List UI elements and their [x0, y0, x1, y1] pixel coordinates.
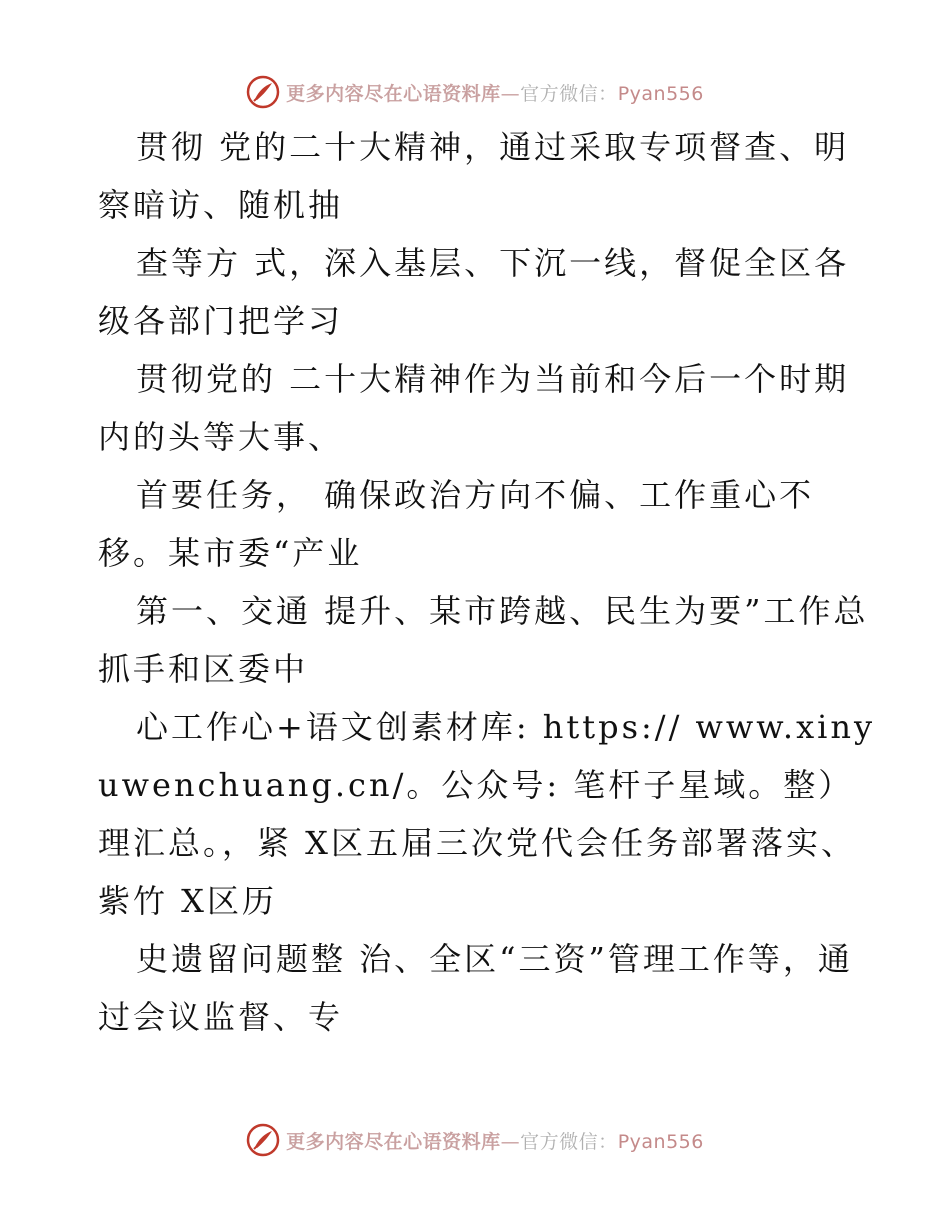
watermark-label: 官方微信：	[520, 82, 618, 105]
watermark-dash: —	[500, 1130, 521, 1153]
watermark-id: Pyan556	[617, 1130, 704, 1153]
watermark-text	[286, 79, 704, 106]
watermark-brand: 更多内容尽在心语资料库	[286, 1130, 501, 1153]
paragraph-1: 贯彻 党的二十大精神，通过采取专项督查、明察暗访、随机抽	[98, 128, 850, 224]
paragraph-6: 心工作心+语文创素材库: https:// www.xinyuwenchuang.cn/。公众号: 笔杆子星域。整）理汇总。，紧 X区五届三次党代会任务部署落实、紫竹 X区历	[98, 708, 876, 920]
paragraph-3: 贯彻党的 二十大精神作为当前和今后一个时期内的头等大事、	[98, 360, 850, 456]
watermark-text	[286, 1127, 704, 1154]
paragraph-7: 史遗留问题整 治、全区“三资”管理工作等，通过会议监督、专	[98, 940, 853, 1036]
header-watermark	[0, 72, 950, 112]
watermark-id: Pyan556	[617, 82, 704, 105]
watermark-label: 官方微信：	[520, 1130, 618, 1153]
watermark-brand: 更多内容尽在心语资料库	[286, 82, 501, 105]
paragraph-4: 首要任务， 确保政治方向不偏、工作重心不移。某市委“产业	[98, 476, 815, 572]
quill-logo-icon	[246, 75, 280, 109]
document-body	[98, 118, 878, 1046]
paragraph-2: 查等方 式，深入基层、下沉一线，督促全区各级各部门把学习	[98, 244, 850, 340]
quill-logo-icon	[246, 1123, 280, 1157]
footer-watermark	[0, 1120, 950, 1160]
paragraph-5: 第一、交通 提升、某市跨越、民生为要”工作总抓手和区委中	[98, 592, 869, 688]
watermark-dash: —	[500, 82, 521, 105]
